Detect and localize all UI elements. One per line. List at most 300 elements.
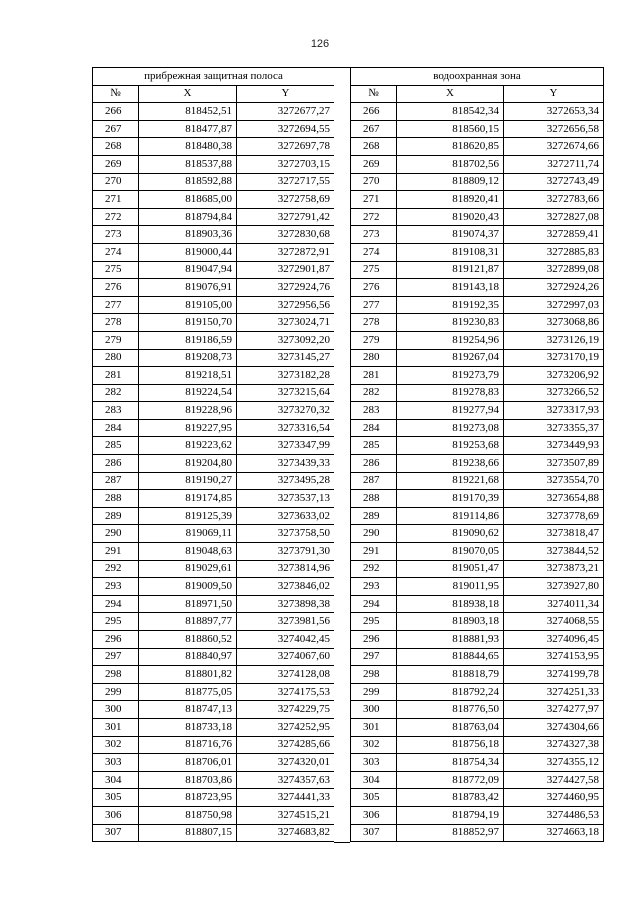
point-number-cell: 304 <box>93 771 139 789</box>
point-number-cell: 299 <box>93 683 139 701</box>
y-coordinate-cell: 3274096,45 <box>504 631 604 649</box>
point-number-cell: 307 <box>351 824 397 842</box>
point-number-cell: 271 <box>93 191 139 209</box>
table-row <box>93 367 335 385</box>
y-coordinate-cell: 3272711,74 <box>504 155 604 173</box>
x-coordinate-cell: 819273,08 <box>397 419 504 437</box>
y-coordinate-cell: 3273206,92 <box>504 367 604 385</box>
y-coordinate-cell: 3273182,28 <box>237 367 335 385</box>
x-coordinate-cell: 819224,54 <box>139 384 237 402</box>
y-coordinate-cell: 3273654,88 <box>504 490 604 508</box>
point-number-cell: 280 <box>351 349 397 367</box>
x-coordinate-cell: 819221,68 <box>397 472 504 490</box>
table-row <box>351 226 604 244</box>
point-number-cell: 274 <box>93 243 139 261</box>
y-coordinate-cell: 3273927,80 <box>504 578 604 596</box>
table-row <box>93 314 335 332</box>
point-number-cell: 307 <box>93 824 139 842</box>
table-row <box>351 683 604 701</box>
point-number-cell: 301 <box>351 718 397 736</box>
water-protection-zone-table <box>350 67 604 842</box>
y-coordinate-cell: 3272830,68 <box>237 226 335 244</box>
x-coordinate-cell: 818776,50 <box>397 701 504 719</box>
y-coordinate-cell: 3272677,27 <box>237 103 335 121</box>
y-coordinate-cell: 3274229,75 <box>237 701 335 719</box>
x-coordinate-cell: 819208,73 <box>139 349 237 367</box>
point-number-cell: 305 <box>93 789 139 807</box>
table-row <box>351 437 604 455</box>
y-coordinate-cell: 3274011,34 <box>504 595 604 613</box>
table-row <box>93 631 335 649</box>
table-row <box>351 595 604 613</box>
table-row <box>93 701 335 719</box>
x-coordinate-cell: 818754,34 <box>397 754 504 772</box>
point-number-cell: 282 <box>351 384 397 402</box>
point-number-cell: 279 <box>351 331 397 349</box>
point-number-cell: 278 <box>93 314 139 332</box>
column-header-x: X <box>139 85 237 103</box>
table-row <box>93 507 335 525</box>
point-number-cell: 281 <box>93 367 139 385</box>
x-coordinate-cell: 819273,79 <box>397 367 504 385</box>
point-number-cell: 272 <box>93 208 139 226</box>
point-number-cell: 299 <box>351 683 397 701</box>
point-number-cell: 282 <box>93 384 139 402</box>
x-coordinate-cell: 819000,44 <box>139 243 237 261</box>
table-row <box>351 806 604 824</box>
y-coordinate-cell: 3272901,87 <box>237 261 335 279</box>
y-coordinate-cell: 3273507,89 <box>504 455 604 473</box>
y-coordinate-cell: 3274355,12 <box>504 754 604 772</box>
x-coordinate-cell: 818706,01 <box>139 754 237 772</box>
table-row <box>93 349 335 367</box>
x-coordinate-cell: 819228,96 <box>139 402 237 420</box>
table-row <box>351 754 604 772</box>
x-coordinate-cell: 819170,39 <box>397 490 504 508</box>
table-row <box>93 666 335 684</box>
x-coordinate-cell: 819143,18 <box>397 279 504 297</box>
y-coordinate-cell: 3273068,86 <box>504 314 604 332</box>
x-coordinate-cell: 818818,79 <box>397 666 504 684</box>
x-coordinate-cell: 818840,97 <box>139 648 237 666</box>
point-number-cell: 294 <box>93 595 139 613</box>
y-coordinate-cell: 3274327,38 <box>504 736 604 754</box>
point-number-cell: 274 <box>351 243 397 261</box>
point-number-cell: 296 <box>93 631 139 649</box>
x-coordinate-cell: 819150,70 <box>139 314 237 332</box>
table-row <box>351 472 604 490</box>
x-coordinate-cell: 819192,35 <box>397 296 504 314</box>
column-header-x: X <box>397 85 504 103</box>
y-coordinate-cell: 3272872,91 <box>237 243 335 261</box>
y-coordinate-cell: 3273266,52 <box>504 384 604 402</box>
x-coordinate-cell: 819090,62 <box>397 525 504 543</box>
x-coordinate-cell: 818750,98 <box>139 806 237 824</box>
table-row <box>93 525 335 543</box>
y-coordinate-cell: 3273170,19 <box>504 349 604 367</box>
x-coordinate-cell: 818860,52 <box>139 631 237 649</box>
table-row <box>93 243 335 261</box>
y-coordinate-cell: 3274304,66 <box>504 718 604 736</box>
y-coordinate-cell: 3273439,33 <box>237 455 335 473</box>
x-coordinate-cell: 818971,50 <box>139 595 237 613</box>
point-number-cell: 292 <box>351 560 397 578</box>
point-number-cell: 275 <box>351 261 397 279</box>
y-coordinate-cell: 3272859,41 <box>504 226 604 244</box>
coastal-protection-strip-table <box>92 67 335 842</box>
y-coordinate-cell: 3272703,15 <box>237 155 335 173</box>
table-row <box>93 683 335 701</box>
x-coordinate-cell: 819069,11 <box>139 525 237 543</box>
y-coordinate-cell: 3273317,93 <box>504 402 604 420</box>
page-number: 126 <box>310 38 330 50</box>
x-coordinate-cell: 818809,12 <box>397 173 504 191</box>
x-coordinate-cell: 818560,15 <box>397 120 504 138</box>
x-coordinate-cell: 819174,85 <box>139 490 237 508</box>
point-number-cell: 298 <box>93 666 139 684</box>
x-coordinate-cell: 819223,62 <box>139 437 237 455</box>
y-coordinate-cell: 3273758,50 <box>237 525 335 543</box>
table-row <box>93 173 335 191</box>
x-coordinate-cell: 818756,18 <box>397 736 504 754</box>
table-row <box>351 191 604 209</box>
y-coordinate-cell: 3273126,19 <box>504 331 604 349</box>
table-row <box>351 243 604 261</box>
x-coordinate-cell: 819047,94 <box>139 261 237 279</box>
y-coordinate-cell: 3274441,33 <box>237 789 335 807</box>
point-number-cell: 275 <box>93 261 139 279</box>
table-row <box>93 754 335 772</box>
point-number-cell: 286 <box>93 455 139 473</box>
table-row <box>351 507 604 525</box>
point-number-cell: 290 <box>351 525 397 543</box>
y-coordinate-cell: 3273778,69 <box>504 507 604 525</box>
table-row <box>351 736 604 754</box>
point-number-cell: 302 <box>351 736 397 754</box>
x-coordinate-cell: 819125,39 <box>139 507 237 525</box>
x-coordinate-cell: 819105,00 <box>139 296 237 314</box>
x-coordinate-cell: 819254,96 <box>397 331 504 349</box>
point-number-cell: 303 <box>93 754 139 772</box>
table-row <box>351 208 604 226</box>
table-row <box>351 331 604 349</box>
point-number-cell: 300 <box>93 701 139 719</box>
y-coordinate-cell: 3274252,95 <box>237 718 335 736</box>
table-row <box>351 718 604 736</box>
table-row <box>351 296 604 314</box>
y-coordinate-cell: 3273092,20 <box>237 331 335 349</box>
x-coordinate-cell: 819227,95 <box>139 419 237 437</box>
point-number-cell: 266 <box>93 103 139 121</box>
x-coordinate-cell: 819186,59 <box>139 331 237 349</box>
y-coordinate-cell: 3273791,30 <box>237 543 335 561</box>
y-coordinate-cell: 3274277,97 <box>504 701 604 719</box>
x-coordinate-cell: 818733,18 <box>139 718 237 736</box>
point-number-cell: 270 <box>351 173 397 191</box>
table-row <box>351 173 604 191</box>
table-row <box>351 543 604 561</box>
x-coordinate-cell: 818783,42 <box>397 789 504 807</box>
y-coordinate-cell: 3272956,56 <box>237 296 335 314</box>
x-coordinate-cell: 818452,51 <box>139 103 237 121</box>
x-coordinate-cell: 818903,36 <box>139 226 237 244</box>
table-row <box>93 402 335 420</box>
point-number-cell: 283 <box>93 402 139 420</box>
y-coordinate-cell: 3273449,93 <box>504 437 604 455</box>
x-coordinate-cell: 818801,82 <box>139 666 237 684</box>
point-number-cell: 278 <box>351 314 397 332</box>
x-coordinate-cell: 818703,86 <box>139 771 237 789</box>
y-coordinate-cell: 3274199,78 <box>504 666 604 684</box>
y-coordinate-cell: 3273873,21 <box>504 560 604 578</box>
table-row <box>93 279 335 297</box>
x-coordinate-cell: 818897,77 <box>139 613 237 631</box>
point-number-cell: 285 <box>351 437 397 455</box>
point-number-cell: 285 <box>93 437 139 455</box>
table-row <box>93 771 335 789</box>
y-coordinate-cell: 3273814,96 <box>237 560 335 578</box>
x-coordinate-cell: 819011,95 <box>397 578 504 596</box>
x-coordinate-cell: 818716,76 <box>139 736 237 754</box>
point-number-cell: 268 <box>351 138 397 156</box>
y-coordinate-cell: 3273347,99 <box>237 437 335 455</box>
table-row <box>351 560 604 578</box>
x-coordinate-cell: 818620,85 <box>397 138 504 156</box>
point-number-cell: 279 <box>93 331 139 349</box>
y-coordinate-cell: 3274683,82 <box>237 824 335 842</box>
y-coordinate-cell: 3274285,66 <box>237 736 335 754</box>
table-row <box>351 384 604 402</box>
y-coordinate-cell: 3274357,63 <box>237 771 335 789</box>
table-row <box>351 701 604 719</box>
x-coordinate-cell: 819190,27 <box>139 472 237 490</box>
x-coordinate-cell: 819076,91 <box>139 279 237 297</box>
y-coordinate-cell: 3272783,66 <box>504 191 604 209</box>
y-coordinate-cell: 3272827,08 <box>504 208 604 226</box>
y-coordinate-cell: 3274251,33 <box>504 683 604 701</box>
point-number-cell: 292 <box>93 560 139 578</box>
table-row <box>351 666 604 684</box>
table-row <box>351 490 604 508</box>
point-number-cell: 295 <box>93 613 139 631</box>
table-row <box>351 824 604 842</box>
table-row <box>93 296 335 314</box>
table-row <box>351 648 604 666</box>
x-coordinate-cell: 819204,80 <box>139 455 237 473</box>
column-header-y: Y <box>504 85 604 103</box>
table-row <box>93 595 335 613</box>
table-row <box>93 718 335 736</box>
column-header-number: № <box>93 85 139 103</box>
point-number-cell: 284 <box>351 419 397 437</box>
y-coordinate-cell: 3273024,71 <box>237 314 335 332</box>
x-coordinate-cell: 819070,05 <box>397 543 504 561</box>
point-number-cell: 306 <box>351 806 397 824</box>
table-row <box>351 349 604 367</box>
point-number-cell: 270 <box>93 173 139 191</box>
y-coordinate-cell: 3274068,55 <box>504 613 604 631</box>
point-number-cell: 287 <box>93 472 139 490</box>
table-row <box>93 384 335 402</box>
y-coordinate-cell: 3273145,27 <box>237 349 335 367</box>
point-number-cell: 281 <box>351 367 397 385</box>
y-coordinate-cell: 3273554,70 <box>504 472 604 490</box>
table-row <box>93 419 335 437</box>
y-coordinate-cell: 3272885,83 <box>504 243 604 261</box>
table-row <box>93 578 335 596</box>
x-coordinate-cell: 819253,68 <box>397 437 504 455</box>
point-number-cell: 288 <box>93 490 139 508</box>
x-coordinate-cell: 819267,04 <box>397 349 504 367</box>
table-row <box>351 419 604 437</box>
x-coordinate-cell: 818807,15 <box>139 824 237 842</box>
x-coordinate-cell: 819029,61 <box>139 560 237 578</box>
x-coordinate-cell: 818903,18 <box>397 613 504 631</box>
point-number-cell: 303 <box>351 754 397 772</box>
y-coordinate-cell: 3274042,45 <box>237 631 335 649</box>
y-coordinate-cell: 3272656,58 <box>504 120 604 138</box>
y-coordinate-cell: 3274128,08 <box>237 666 335 684</box>
x-coordinate-cell: 818747,13 <box>139 701 237 719</box>
point-number-cell: 291 <box>93 543 139 561</box>
table-row <box>351 613 604 631</box>
point-number-cell: 283 <box>351 402 397 420</box>
y-coordinate-cell: 3272924,26 <box>504 279 604 297</box>
table-row <box>93 543 335 561</box>
y-coordinate-cell: 3274515,21 <box>237 806 335 824</box>
table-row <box>93 103 335 121</box>
y-coordinate-cell: 3273846,02 <box>237 578 335 596</box>
x-coordinate-cell: 818772,09 <box>397 771 504 789</box>
x-coordinate-cell: 818685,00 <box>139 191 237 209</box>
point-number-cell: 301 <box>93 718 139 736</box>
y-coordinate-cell: 3272899,08 <box>504 261 604 279</box>
x-coordinate-cell: 819114,86 <box>397 507 504 525</box>
point-number-cell: 271 <box>351 191 397 209</box>
point-number-cell: 273 <box>93 226 139 244</box>
point-number-cell: 302 <box>93 736 139 754</box>
point-number-cell: 300 <box>351 701 397 719</box>
y-coordinate-cell: 3273898,38 <box>237 595 335 613</box>
table-row <box>93 824 335 842</box>
point-number-cell: 267 <box>351 120 397 138</box>
table-row <box>93 437 335 455</box>
point-number-cell: 287 <box>351 472 397 490</box>
point-number-cell: 290 <box>93 525 139 543</box>
y-coordinate-cell: 3273633,02 <box>237 507 335 525</box>
y-coordinate-cell: 3274175,53 <box>237 683 335 701</box>
table-row <box>351 789 604 807</box>
y-coordinate-cell: 3273537,13 <box>237 490 335 508</box>
y-coordinate-cell: 3272694,55 <box>237 120 335 138</box>
table-row <box>351 455 604 473</box>
table-row <box>351 402 604 420</box>
x-coordinate-cell: 818723,95 <box>139 789 237 807</box>
x-coordinate-cell: 818938,18 <box>397 595 504 613</box>
point-number-cell: 293 <box>93 578 139 596</box>
table-row <box>351 155 604 173</box>
x-coordinate-cell: 819278,83 <box>397 384 504 402</box>
point-number-cell: 276 <box>351 279 397 297</box>
table-row <box>93 490 335 508</box>
table-body <box>93 103 335 842</box>
table-gap <box>334 67 350 843</box>
y-coordinate-cell: 3273215,64 <box>237 384 335 402</box>
point-number-cell: 289 <box>351 507 397 525</box>
point-number-cell: 267 <box>93 120 139 138</box>
point-number-cell: 277 <box>351 296 397 314</box>
point-number-cell: 277 <box>93 296 139 314</box>
x-coordinate-cell: 819230,83 <box>397 314 504 332</box>
x-coordinate-cell: 819048,63 <box>139 543 237 561</box>
table-row <box>351 261 604 279</box>
table-row <box>351 525 604 543</box>
y-coordinate-cell: 3274427,58 <box>504 771 604 789</box>
point-number-cell: 268 <box>93 138 139 156</box>
point-number-cell: 269 <box>93 155 139 173</box>
x-coordinate-cell: 818775,05 <box>139 683 237 701</box>
column-header-y: Y <box>237 85 335 103</box>
y-coordinate-cell: 3272717,55 <box>237 173 335 191</box>
table-row <box>93 736 335 754</box>
table-row <box>93 191 335 209</box>
table-row <box>351 103 604 121</box>
x-coordinate-cell: 818702,56 <box>397 155 504 173</box>
table-row <box>93 155 335 173</box>
column-header-number: № <box>351 85 397 103</box>
x-coordinate-cell: 819277,94 <box>397 402 504 420</box>
point-number-cell: 289 <box>93 507 139 525</box>
table-row <box>351 138 604 156</box>
x-coordinate-cell: 819020,43 <box>397 208 504 226</box>
x-coordinate-cell: 818592,88 <box>139 173 237 191</box>
y-coordinate-cell: 3273818,47 <box>504 525 604 543</box>
point-number-cell: 276 <box>93 279 139 297</box>
y-coordinate-cell: 3273316,54 <box>237 419 335 437</box>
y-coordinate-cell: 3273355,37 <box>504 419 604 437</box>
point-number-cell: 296 <box>351 631 397 649</box>
point-number-cell: 288 <box>351 490 397 508</box>
table-row <box>351 771 604 789</box>
x-coordinate-cell: 818763,04 <box>397 718 504 736</box>
table-title: водоохранная зона <box>351 68 604 86</box>
table-row <box>351 279 604 297</box>
table-title: прибрежная защитная полоса <box>93 68 335 86</box>
table-row <box>93 261 335 279</box>
table-row <box>93 472 335 490</box>
x-coordinate-cell: 818844,65 <box>397 648 504 666</box>
y-coordinate-cell: 3274486,53 <box>504 806 604 824</box>
x-coordinate-cell: 818792,24 <box>397 683 504 701</box>
table-row <box>93 455 335 473</box>
point-number-cell: 291 <box>351 543 397 561</box>
y-coordinate-cell: 3273270,32 <box>237 402 335 420</box>
point-number-cell: 269 <box>351 155 397 173</box>
y-coordinate-cell: 3272924,76 <box>237 279 335 297</box>
x-coordinate-cell: 818480,38 <box>139 138 237 156</box>
point-number-cell: 295 <box>351 613 397 631</box>
y-coordinate-cell: 3272653,34 <box>504 103 604 121</box>
x-coordinate-cell: 818881,93 <box>397 631 504 649</box>
table-row <box>351 578 604 596</box>
y-coordinate-cell: 3273844,52 <box>504 543 604 561</box>
point-number-cell: 273 <box>351 226 397 244</box>
table-row <box>351 631 604 649</box>
point-number-cell: 280 <box>93 349 139 367</box>
y-coordinate-cell: 3272674,66 <box>504 138 604 156</box>
y-coordinate-cell: 3272697,78 <box>237 138 335 156</box>
y-coordinate-cell: 3272997,03 <box>504 296 604 314</box>
